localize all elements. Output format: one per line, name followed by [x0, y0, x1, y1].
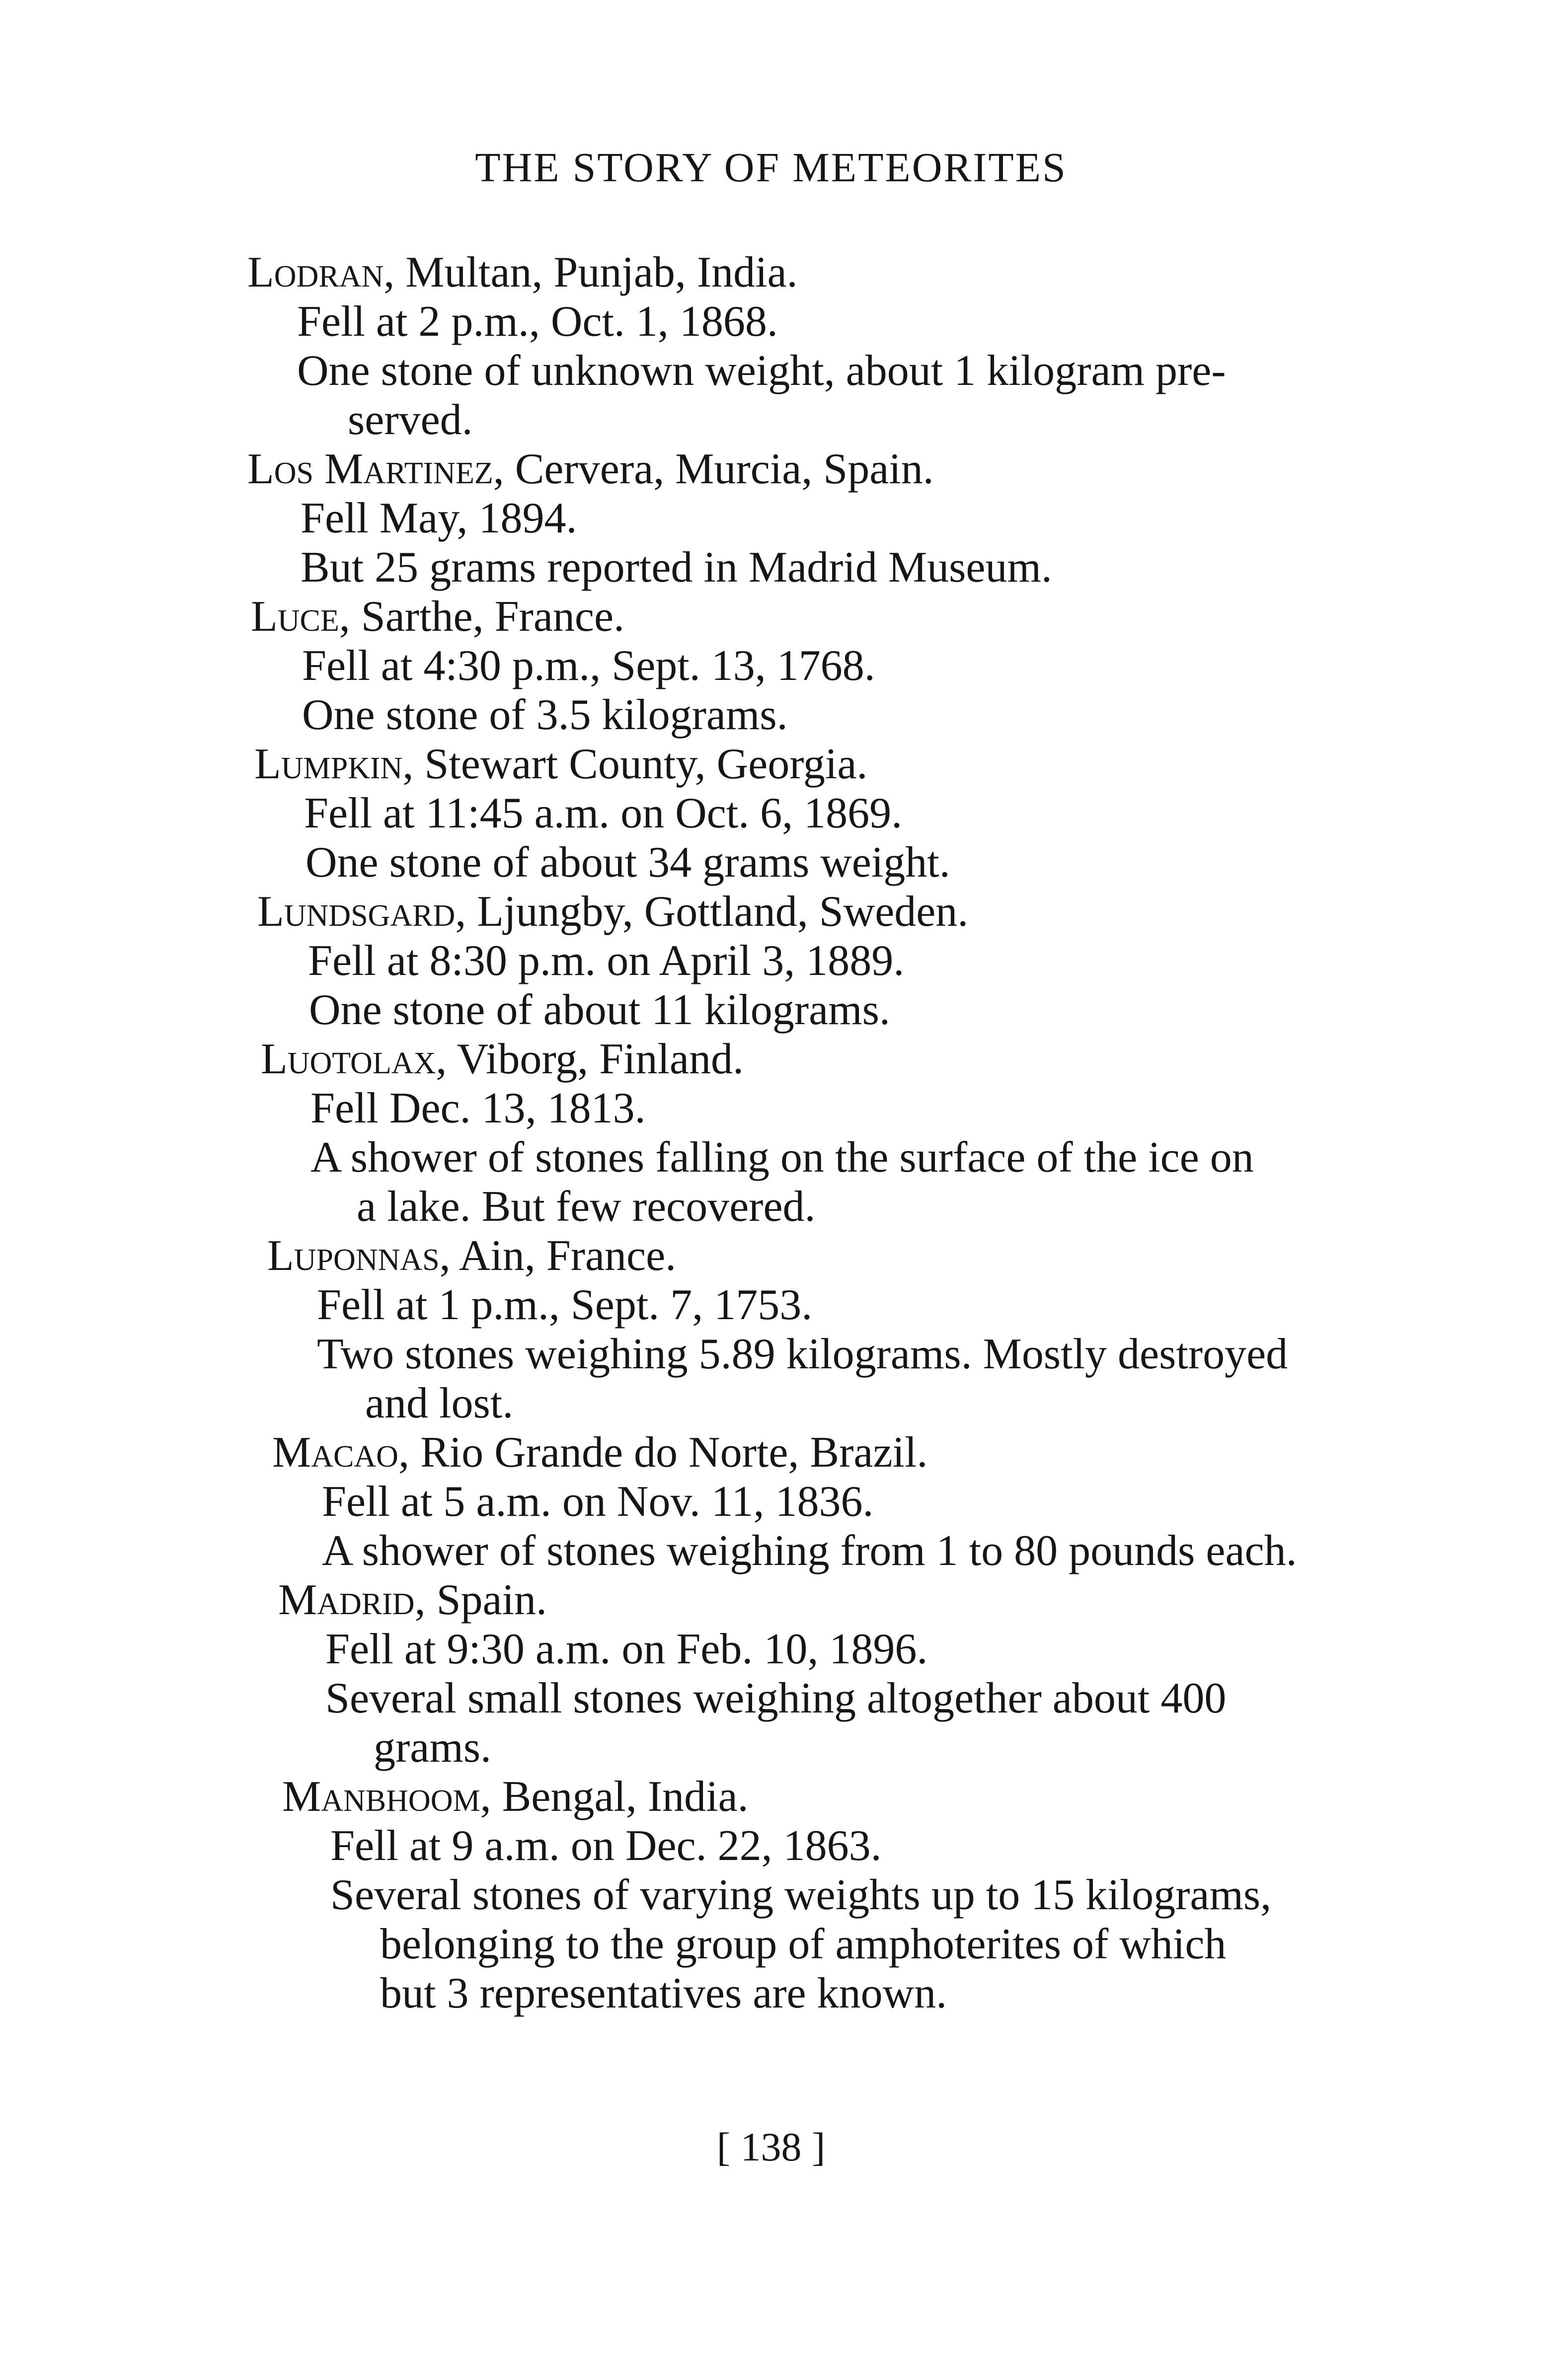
meteorite-location: , Spain. [414, 1576, 547, 1624]
meteorite-name: Madrid [278, 1576, 415, 1624]
description-line: Two stones weighing 5.89 kilograms. Mostly destroyed [317, 1330, 1288, 1378]
description-line: a lake. But few recovered. [357, 1183, 816, 1231]
meteorite-location: , Ljungby, Gottland, Sweden. [455, 888, 969, 936]
entry-heading [247, 447, 934, 491]
description-line: but 3 representatives are known. [380, 1969, 947, 2017]
meteorite-name: Lumpkin [254, 740, 403, 788]
entry-heading [251, 595, 624, 639]
meteorite-name: Lundsgard [257, 888, 456, 936]
description-line: One stone of unknown weight, about 1 kilogram pre- [297, 347, 1226, 395]
meteorite-name: Luponnas [267, 1232, 440, 1280]
fall-date: Fell at 11:45 a.m. on Oct. 6, 1869. [304, 789, 903, 837]
description-line: One stone of about 11 kilograms. [309, 986, 890, 1034]
meteorite-location: , Viborg, Finland. [436, 1035, 744, 1083]
fall-date: Fell Dec. 13, 1813. [310, 1084, 646, 1132]
meteorite-location: , Ain, France. [439, 1232, 677, 1280]
meteorite-name: Los Martinez [247, 445, 493, 493]
meteorite-location: , Cervera, Murcia, Spain. [493, 445, 934, 493]
entry-heading [247, 248, 798, 297]
meteorite-location: , Multan, Punjab, India. [384, 248, 798, 297]
entry-heading [257, 890, 968, 934]
meteorite-name: Luce [251, 593, 339, 641]
fall-date: Fell at 5 a.m. on Nov. 11, 1836. [322, 1478, 874, 1526]
description-line: Several small stones weighing altogether about 400 [325, 1674, 1227, 1722]
page-title: THE STORY OF METEORITES [475, 145, 1067, 191]
meteorite-name: Manbhoom [282, 1773, 480, 1821]
description-line: One stone of 3.5 kilograms. [302, 691, 788, 739]
fall-date: Fell at 4:30 p.m., Sept. 13, 1768. [302, 642, 875, 690]
fall-date: Fell at 9:30 a.m. on Feb. 10, 1896. [325, 1625, 928, 1673]
description-line: But 25 grams reported in Madrid Museum. [301, 543, 1052, 592]
entry-heading [278, 1578, 547, 1622]
fall-date: Fell at 1 p.m., Sept. 7, 1753. [317, 1281, 813, 1329]
page-number: [ 138 ] [716, 2124, 826, 2169]
description-line: One stone of about 34 grams weight. [306, 838, 950, 887]
entry-heading [272, 1428, 928, 1477]
description-line: belonging to the group of amphoterites of which [380, 1920, 1227, 1968]
description-line: and lost. [365, 1379, 514, 1427]
meteorite-location: , Bengal, India. [480, 1773, 749, 1821]
description-line: served. [348, 396, 473, 444]
meteorite-location: , Sarthe, France. [339, 593, 624, 641]
meteorite-name: Luotolax [261, 1035, 436, 1083]
fall-date: Fell May, 1894. [301, 494, 577, 542]
meteorite-name: Macao [272, 1428, 398, 1477]
description-line: A shower of stones weighing from 1 to 80 pounds each. [322, 1527, 1297, 1575]
entry-heading [254, 740, 868, 788]
description-line: Several stones of varying weights up to 15 kilograms, [330, 1871, 1272, 1919]
description-line: A shower of stones falling on the surface of the ice on [310, 1133, 1254, 1182]
fall-date: Fell at 8:30 p.m. on April 3, 1889. [308, 937, 905, 985]
fall-date: Fell at 9 a.m. on Dec. 22, 1863. [330, 1822, 882, 1870]
meteorite-location: , Stewart County, Georgia. [402, 740, 868, 788]
fall-date: Fell at 2 p.m., Oct. 1, 1868. [297, 298, 778, 346]
entry-heading [261, 1035, 744, 1083]
entry-heading [267, 1234, 676, 1278]
entry-heading [282, 1775, 749, 1819]
description-line: grams. [374, 1723, 492, 1772]
meteorite-name: Lodran [247, 248, 384, 297]
meteorite-location: , Rio Grande do Norte, Brazil. [398, 1428, 928, 1477]
